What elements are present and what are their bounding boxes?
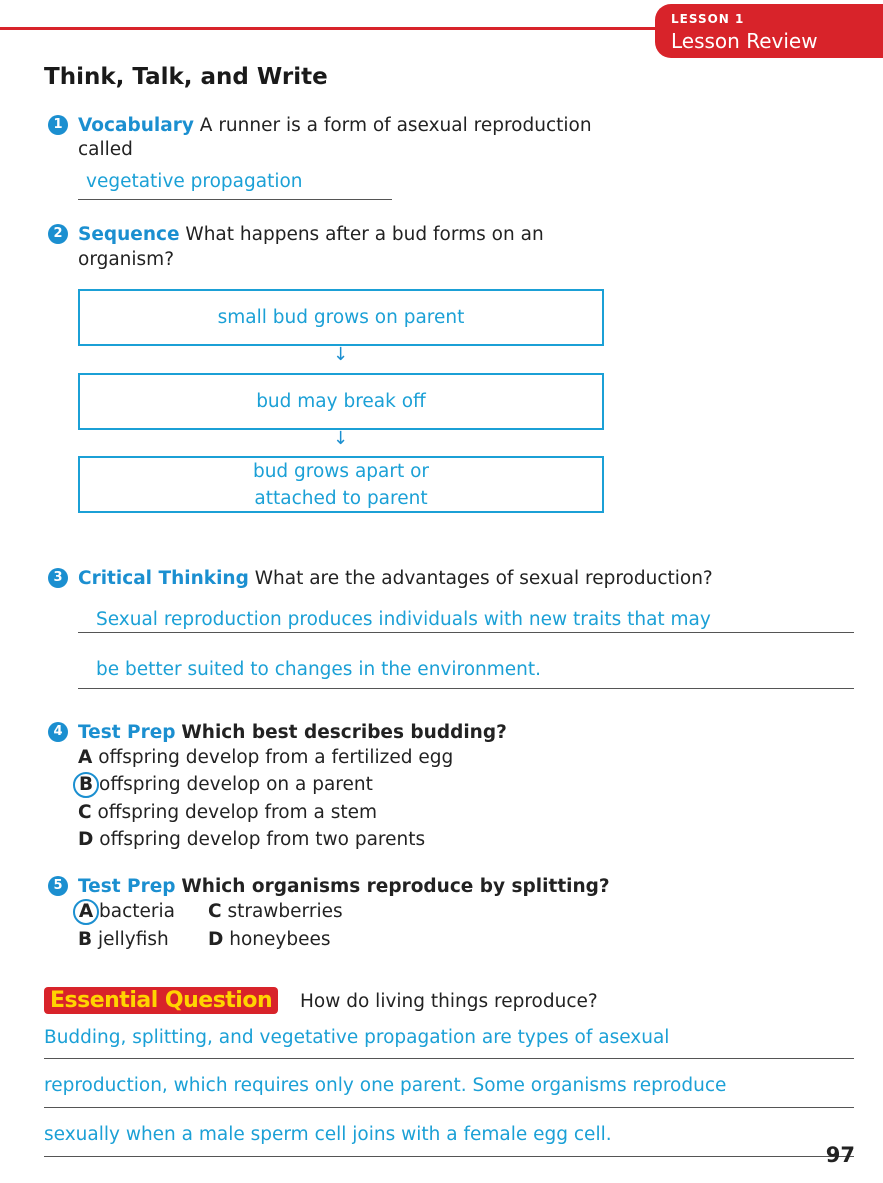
lesson-number: LESSON 1 bbox=[671, 12, 745, 26]
question-5 bbox=[78, 875, 610, 899]
sequence-box-3-text-line1: bud grows apart or bbox=[252, 460, 430, 482]
answer-line bbox=[44, 1156, 854, 1157]
question-3-label: Critical Thinking bbox=[78, 568, 249, 589]
question-3 bbox=[78, 567, 713, 591]
down-arrow-icon: ↓ bbox=[333, 344, 349, 365]
essential-answer-line2: reproduction, which requires only one parent. Some organisms reproduce bbox=[44, 1075, 727, 1096]
essential-question-text: How do living things reproduce? bbox=[300, 991, 598, 1012]
question-1-answer: vegetative propagation bbox=[86, 171, 303, 192]
question-3-number: 3 bbox=[48, 568, 68, 588]
question-5-label: Test Prep bbox=[78, 876, 176, 897]
question-4 bbox=[78, 721, 507, 745]
question-3-answer-line1: Sexual reproduction produces individuals with new traits that may bbox=[96, 609, 711, 630]
question-2-number: 2 bbox=[48, 224, 68, 244]
question-1-label: Vocabulary bbox=[78, 115, 194, 136]
question-4-text: Which best describes budding? bbox=[181, 722, 507, 743]
answer-line bbox=[78, 199, 392, 200]
down-arrow-icon: ↓ bbox=[333, 428, 349, 449]
question-5-text: Which organisms reproduce by splitting? bbox=[181, 876, 610, 897]
question-5-choice-b: B jellyfish bbox=[78, 929, 169, 950]
question-2 bbox=[78, 223, 544, 247]
question-5-choice-a: A bacteria bbox=[78, 898, 175, 925]
question-5-choice-c: C strawberries bbox=[208, 901, 343, 922]
essential-question-badge: Essential Question bbox=[44, 987, 278, 1014]
essential-answer-line1: Budding, splitting, and vegetative propagation are types of asexual bbox=[44, 1027, 670, 1048]
question-4-label: Test Prep bbox=[78, 722, 176, 743]
header-rule bbox=[0, 27, 660, 30]
page-title: Think, Talk, and Write bbox=[44, 64, 328, 90]
sequence-box-3-text-line2: attached to parent bbox=[254, 487, 428, 509]
question-3-text: What are the advantages of sexual reproduction? bbox=[254, 568, 713, 589]
question-4-choice-b: B offspring develop on a parent bbox=[78, 771, 373, 798]
question-2-text: What happens after a bud forms on an bbox=[185, 224, 544, 245]
selected-answer-circle: A bbox=[73, 899, 99, 925]
lesson-title: Lesson Review bbox=[671, 29, 818, 53]
essential-answer-line3: sexually when a male sperm cell joins with a female egg cell. bbox=[44, 1124, 612, 1145]
answer-line bbox=[44, 1058, 854, 1059]
question-2-text-line2: organism? bbox=[78, 249, 175, 270]
question-4-choice-c: C offspring develop from a stem bbox=[78, 802, 377, 823]
sequence-box-2-text: bud may break off bbox=[256, 391, 426, 412]
answer-line bbox=[78, 632, 854, 633]
question-4-choice-a: A offspring develop from a fertilized egg bbox=[78, 747, 454, 768]
selected-answer-circle: B bbox=[73, 772, 99, 798]
question-1-number: 1 bbox=[48, 115, 68, 135]
lesson-tab bbox=[655, 4, 883, 58]
sequence-box-3 bbox=[78, 456, 604, 513]
page-number: 97 bbox=[825, 1143, 855, 1167]
sequence-box-1-text: small bud grows on parent bbox=[217, 307, 465, 328]
sequence-box-2 bbox=[78, 373, 604, 430]
question-4-choice-d: D offspring develop from two parents bbox=[78, 829, 426, 850]
question-1 bbox=[78, 114, 592, 138]
question-3-answer-line2: be better suited to changes in the environment. bbox=[96, 659, 542, 680]
sequence-box-1 bbox=[78, 289, 604, 346]
question-5-number: 5 bbox=[48, 876, 68, 896]
question-4-number: 4 bbox=[48, 722, 68, 742]
question-2-label: Sequence bbox=[78, 224, 180, 245]
question-1-text: A runner is a form of asexual reproduction bbox=[199, 115, 592, 136]
question-5-choice-d: D honeybees bbox=[208, 929, 331, 950]
answer-line bbox=[78, 688, 854, 689]
question-1-text-line2: called bbox=[78, 139, 133, 160]
answer-line bbox=[44, 1107, 854, 1108]
